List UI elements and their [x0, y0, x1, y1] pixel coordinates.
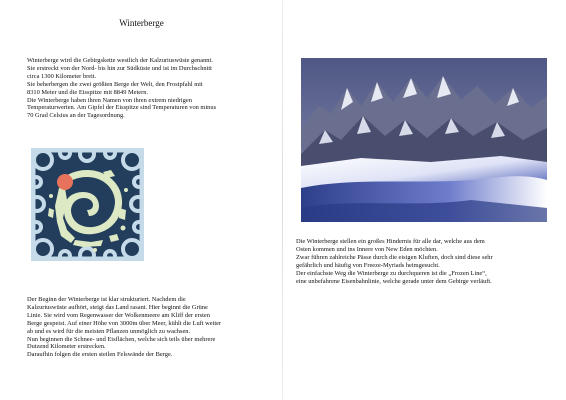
text-line: 70 Grad Celsius an der Tagesordnung. [27, 112, 125, 120]
world-map-icon [31, 148, 144, 261]
text-line: Kalzuriuswüste aufhört, steigt das Land rasant. Hier beginnt die Grüne [27, 303, 208, 311]
text-line: Nun beginnen die Schnee- und Eisflächen, welche sich teils über mehrere [27, 335, 216, 343]
text-line: circa 1300 Kilometer breit. [27, 72, 97, 80]
intro-paragraph [27, 57, 216, 120]
text-line: Sie erstreckt von der Nord- bis hin zur Südküste und ist im Durchschnitt [27, 64, 212, 72]
text-line: Winterberge wird die Gebirgskette westlich der Kalzuriuswüste genannt. [27, 57, 213, 64]
text-line: 8310 Meter und die Eisspitze mit 8849 Metern. [27, 88, 149, 96]
text-line: Daraufhin folgen die ersten steilen Felswände der Berge. [27, 351, 173, 359]
text-line: Die Winterberge haben ihren Namen von ihren extrem niedrigen [27, 96, 192, 104]
page-title: Winterberge [119, 18, 164, 28]
mountain-start-paragraph [27, 296, 221, 359]
text-line: eine unbefahrene Eisenbahnlinie, welche gerade unter dem Gebirge verläuft. [296, 277, 492, 285]
text-line: Sie beherbergen die zwei größten Berge der Welt, den Frostpfahl mit [27, 80, 203, 88]
text-line: Berge gespeist. Auf einer Höhe von 3000m über Meer, kühlt die Luft weiter [27, 319, 222, 327]
text-line: Temperaturwerten. Am Gipfel der Eisspitze sind Temperaturen von minus [27, 104, 217, 112]
map-marker [57, 174, 73, 190]
text-line: Der einfachste Weg die Winterberge zu durchqueren ist die „Frozen Line“, [296, 269, 487, 277]
text-line: Zwar führen zahlreiche Pässe durch die eisigen Kluften, doch sind diese sehr [296, 253, 493, 261]
mountain-painting-icon [301, 58, 547, 222]
text-line: Die Winterberge stellen ein großes Hindernis für alle dar, welche aus dem [296, 238, 485, 245]
text-line: Der Beginn der Winterberge ist klar strukturiert. Nachdem die [27, 296, 186, 303]
text-line: ab und es wird für die meisten Pflanzen unmöglich zu wachsen. [27, 327, 191, 335]
crossing-paragraph [296, 238, 493, 285]
text-line: gefährlich und häufig von Freeze-Myriads heimgesucht. [296, 261, 440, 269]
text-line: Osten kommen und ins Innere von New Eden möchten. [296, 245, 438, 253]
text-line: Linie. Sie wird vom Regenwasser der Wolkenmeere am Kliff der ersten [27, 311, 210, 319]
text-line: Dutzend Kilometer erstrecken. [27, 343, 106, 351]
